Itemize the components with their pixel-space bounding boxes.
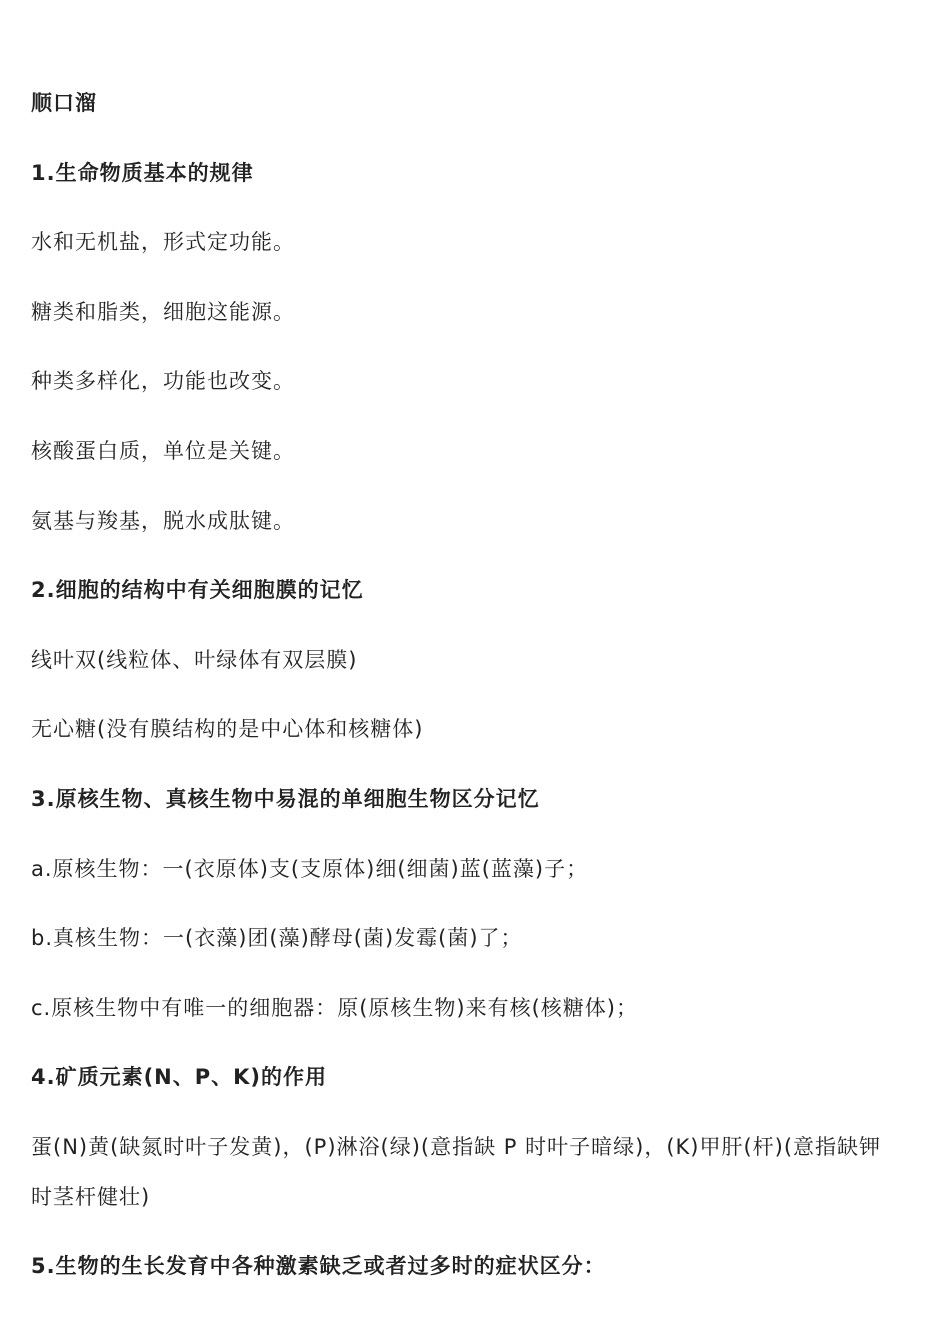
section-heading-4: 4.矿质元素(N、P、K)的作用 bbox=[31, 1065, 328, 1090]
text-line: c.原核生物中有唯一的细胞器：原(原核生物)来有核(核糖体)； bbox=[31, 995, 638, 1020]
text-line: b.真核生物：一(衣藻)团(藻)酵母(菌)发霉(菌)了； bbox=[31, 926, 523, 951]
text-line: 核酸蛋白质，单位是关键。 bbox=[31, 438, 295, 463]
document-body bbox=[31, 86, 891, 1319]
text-line: 糖类和脂类，细胞这能源。 bbox=[31, 299, 295, 324]
text-line: 线叶双(线粒体、叶绿体有双层膜) bbox=[31, 647, 358, 672]
text-paragraph: 蛋(N)黄(缺氮时叶子发黄)，(P)淋浴(绿)(意指缺 P 时叶子暗绿)，(K)甲肝(杆)(意指缺钾时茎杆健壮) bbox=[31, 1134, 882, 1209]
text-line: 水和无机盐，形式定功能。 bbox=[31, 230, 295, 255]
section-heading-1: 1.生命物质基本的规律 bbox=[31, 160, 254, 185]
section-heading-3: 3.原核生物、真核生物中易混的单细胞生物区分记忆 bbox=[31, 786, 540, 811]
section-heading-5: 5.生物的生长发育中各种激素缺乏或者过多时的症状区分： bbox=[31, 1253, 606, 1278]
text-line: 种类多样化，功能也改变。 bbox=[31, 369, 295, 394]
document-title: 顺口溜 bbox=[31, 91, 97, 115]
section-heading-2: 2.细胞的结构中有关细胞膜的记忆 bbox=[31, 578, 364, 603]
text-line: 氨基与羧基，脱水成肽键。 bbox=[31, 508, 295, 533]
text-line: 无心糖(没有膜结构的是中心体和核糖体) bbox=[31, 717, 424, 742]
text-line: a.原核生物：一(衣原体)支(支原体)细(细菌)蓝(蓝藻)子； bbox=[31, 856, 589, 881]
